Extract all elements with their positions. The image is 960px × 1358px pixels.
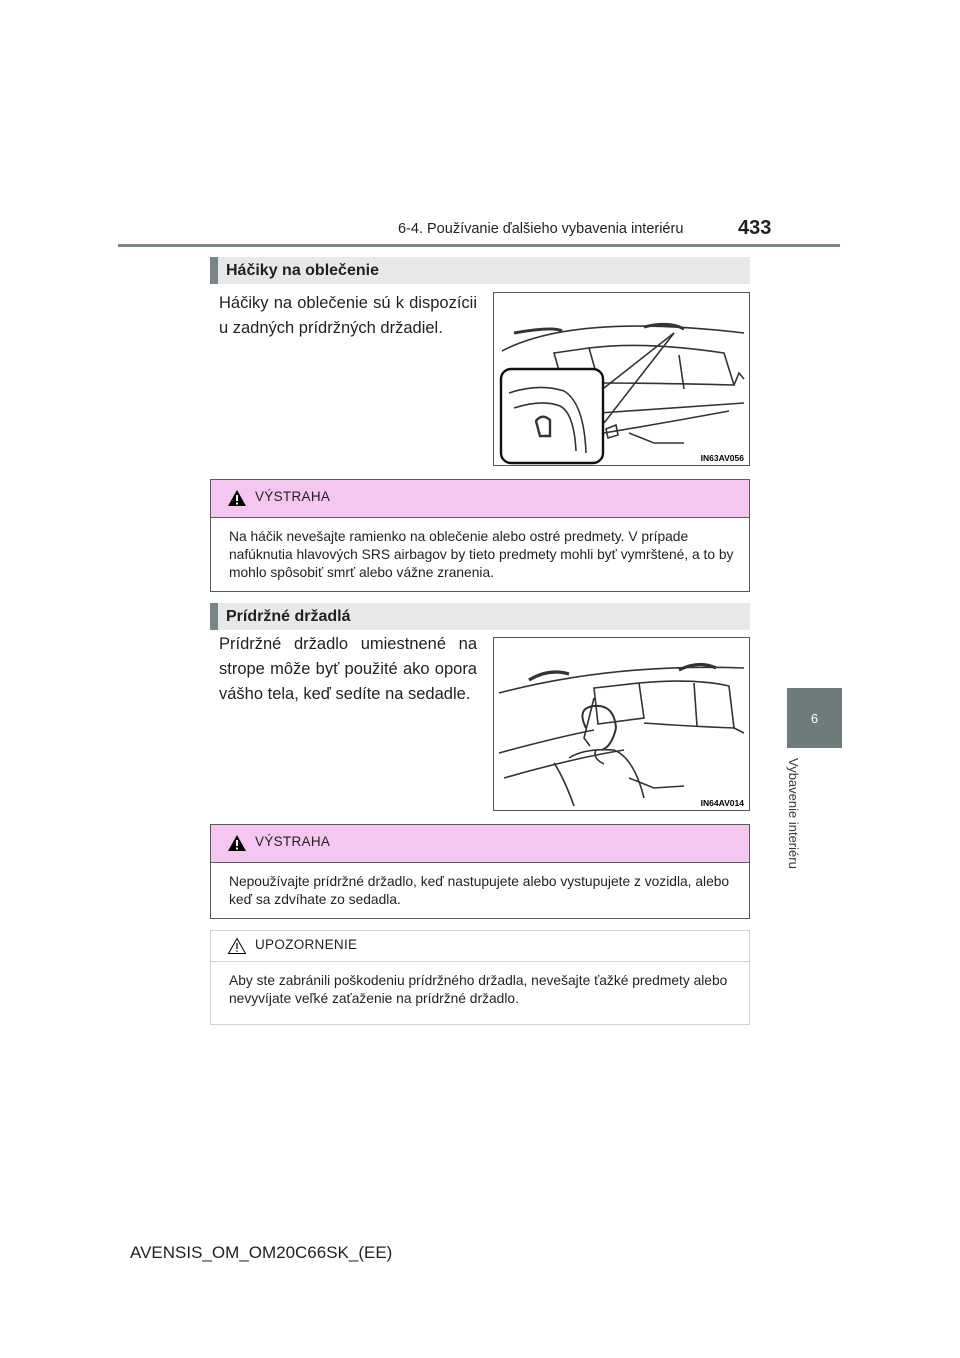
warning-triangle-icon	[227, 489, 247, 507]
warning-label: VÝSTRAHA	[255, 834, 331, 849]
notice-header-grips	[211, 931, 749, 962]
warning-text-grips: Nepoužívajte prídržné držadlo, keď nastupujete alebo vystupujete z vozidla, alebo keď sa zdvíhate zo sedadla.	[229, 874, 730, 907]
warning-box-hooks	[210, 479, 750, 592]
page-number: 433	[738, 217, 772, 239]
grips-illustration	[494, 638, 749, 810]
header-divider	[118, 244, 840, 247]
hooks-figure	[493, 292, 750, 466]
notice-box-grips	[210, 930, 750, 1025]
hooks-body-text: Háčiky na oblečenie sú k dispozícii u zadných prídržných držadiel.	[219, 294, 477, 337]
warning-header-hooks	[211, 480, 749, 518]
chapter-side-label-text: Vybavenie interiéru	[786, 758, 801, 869]
hooks-figure-code: IN63AV056	[700, 453, 744, 463]
notice-text-grips: Aby ste zabránili poškodeniu prídržného držadla, nevešajte ťažké predmety alebo nevyvíjate veľké zaťaženie na prídržné držadlo.	[229, 973, 728, 1006]
section-heading-grips: Prídržné držadlá	[210, 603, 750, 630]
notice-label: UPOZORNENIE	[255, 937, 358, 952]
footer-doc-id: AVENSIS_OM_OM20C66SK_(EE)	[130, 1243, 393, 1262]
caution-triangle-icon	[227, 937, 247, 955]
chapter-tab[interactable]: 6	[787, 688, 842, 748]
chapter-side-label	[785, 758, 805, 888]
header-section-title: 6-4. Používanie ďalšieho vybavenia interiéru	[398, 221, 684, 237]
warning-text-hooks: Na háčik nevešajte ramienko na oblečenie alebo ostré predmety. V prípade nafúknutia hlavových SRS airbagov by tieto predmety mohli byť vymrštené, a to by mohlo spôsobiť smrť alebo vážne zranenia.	[229, 529, 734, 580]
warning-header-grips	[211, 825, 749, 863]
warning-label: VÝSTRAHA	[255, 489, 331, 504]
grips-body-text: Prídržné držadlo umiestnené na strope môže byť použité ako opora vášho tela, keď sedíte na sedadle.	[219, 635, 477, 703]
section-heading-hooks: Háčiky na oblečenie	[210, 257, 750, 284]
warning-box-grips	[210, 824, 750, 919]
grips-figure	[493, 637, 750, 811]
grips-figure-code: IN64AV014	[700, 798, 744, 808]
hooks-illustration	[494, 293, 749, 465]
warning-triangle-icon	[227, 834, 247, 852]
